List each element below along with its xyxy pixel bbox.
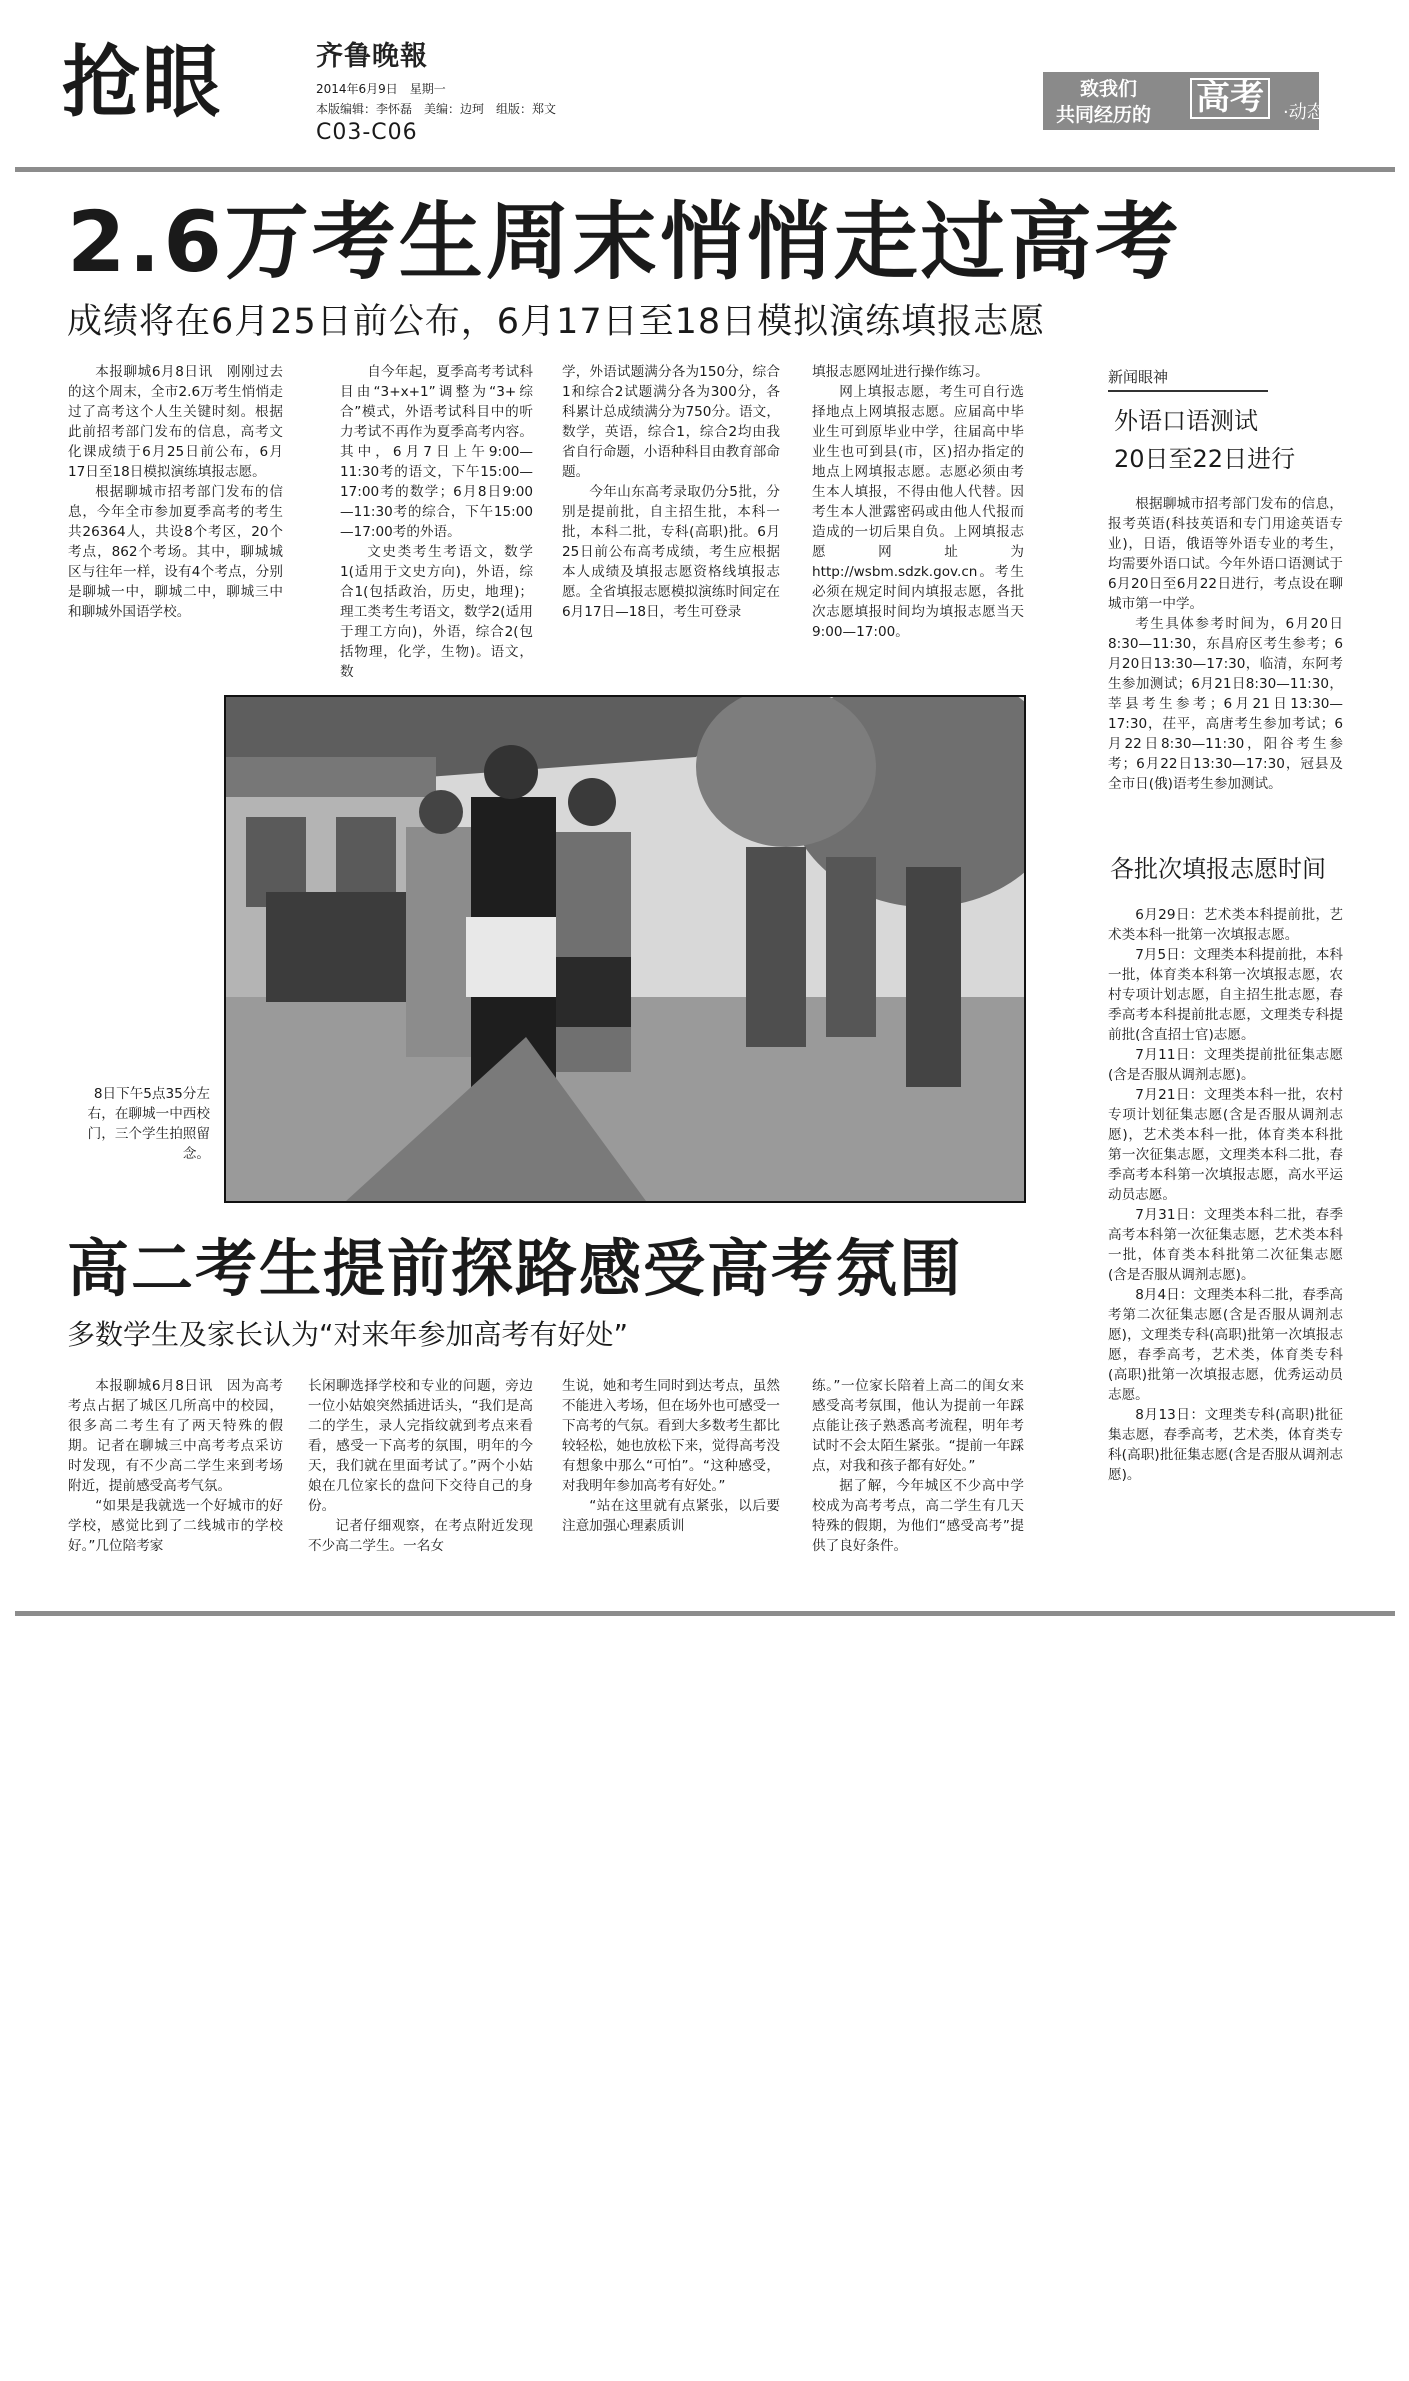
issue-date: 2014年6月9日 星期一 bbox=[316, 82, 446, 96]
paragraph-continued: 填报志愿网址进行操作练习。 bbox=[812, 364, 989, 380]
page-range: C03-C06 bbox=[316, 120, 418, 145]
paragraph: 文史类考生考语文，数学1(适用于文史方向)，外语，综合1(包括政治，历史，地理)；理工类考生考语文，数学2(适用于理工方向)，外语，综合2(包括物理，化学，生物)。语文，数 bbox=[340, 544, 533, 680]
paragraph-continued: 生说，她和考生同时到达考点，虽然不能进入考场，但在场外也可感受一下高考的气氛。看到大多数考生都比较轻松，她也放松下来，觉得高考没有想象中那么“可怕”。“这种感受，对我明年参加高考有好处。” bbox=[562, 1378, 780, 1494]
schedule-item: 7月31日：文理类本科二批，春季高考本科第一次征集志愿，艺术类本科一批，体育类本科批第二次征集志愿(含是否服从调剂志愿)。 bbox=[1108, 1207, 1343, 1283]
secondary-headline: 高二考生提前探路感受高考氛围 bbox=[67, 1232, 964, 1305]
paragraph: 本报聊城6月8日讯 刚刚过去的这个周末，全市2.6万考生悄悄走过了高考这个人生关键时刻。根据此前招考部门发布的信息，高考文化课成绩于6月25日前公布，6月17日至18日模拟演练填报志愿。 bbox=[68, 364, 283, 480]
main-headline: 2.6万考生周末悄悄走过高考 bbox=[67, 193, 1182, 291]
column-brand-line1: 致我们 bbox=[1080, 78, 1138, 100]
paragraph: “如果是我就选一个好城市的好学校，感觉比到了二线城市的学校好。”几位陪考家 bbox=[68, 1498, 283, 1554]
paragraph: 根据聊城市招考部门发布的信息，报考英语(科技英语和专门用途英语专业)，日语，俄语等外语专业的考生，均需要外语口试。今年外语口语测试于6月20日至6月22日进行，考点设在聊城市第一中学。 bbox=[1108, 496, 1343, 612]
paragraph: 记者仔细观察，在考点附近发现不少高二学生。一名女 bbox=[308, 1518, 533, 1554]
column-brand-tag: ·动态 bbox=[1283, 102, 1325, 123]
sidebar-headline-1: 外语口语测试 bbox=[1114, 407, 1258, 435]
issue-staff: 本版编辑：李怀磊 美编：边珂 组版：郑文 bbox=[316, 102, 557, 116]
article1-column-4 bbox=[812, 362, 1024, 642]
article2-column-4 bbox=[812, 1376, 1024, 1556]
paragraph: 自今年起，夏季高考考试科目由“3+x+1”调整为“3+综合”模式，外语考试科目中的听力考试不再作为夏季高考内容。其中，6月7日上午9:00—11:30考的语文，下午15:00—17:00考的数学；6月8日9:00—11:30考的综合，下午15:00—17:00考的外语。 bbox=[340, 364, 533, 540]
paragraph: 网上填报志愿，考生可自行选择地点上网填报志愿。应届高中毕业生可到原毕业中学，往届高中毕业生也可到县(市，区)招办指定的地点上网填报志愿。志愿必须由考生本人填报，不得由他人代替。因考生本人泄露密码或由他人代报而造成的一切后果自负。上网填报志愿网址为http://wsbm.sdzk.gov.cn。考生必须在规定时间内填报志愿，各批次志愿填报时间均为填报志愿当天9:00—17:00。 bbox=[812, 384, 1024, 640]
sidebar-tag: 新闻眼神 bbox=[1108, 366, 1268, 392]
paragraph: 据了解，今年城区不少高中学校成为高考考点，高二学生有几天特殊的假期，为他们“感受高考”提供了良好条件。 bbox=[812, 1478, 1024, 1554]
schedule-item: 7月21日：文理类本科一批，农村专项计划征集志愿(含是否服从调剂志愿)，艺术类本科一批，体育类本科批第一次征集志愿，文理类本科二批，春季高考本科第一次填报志愿，高水平运动员志愿。 bbox=[1108, 1087, 1343, 1203]
top-divider bbox=[15, 167, 1395, 172]
paragraph: 今年山东高考录取仍分5批，分别是提前批，自主招生批，本科一批，本科二批，专科(高职)批。6月25日前公布高考成绩，考生应根据本人成绩及填报志愿资格线填报志愿。全省填报志愿模拟演练时间定在6月17日—18日，考生可登录 bbox=[562, 484, 780, 620]
paragraph-continued: 练。”一位家长陪着上高二的闺女来感受高考氛围，他认为提前一年踩点能让孩子熟悉高考流程，明年考试时不会太陌生紧张。“提前一年踩点，对我和孩子都有好处。” bbox=[812, 1378, 1024, 1474]
article2-column-3 bbox=[562, 1376, 780, 1536]
secondary-subheadline: 多数学生及家长认为“对来年参加高考有好处” bbox=[67, 1318, 629, 1351]
paragraph: 考生具体参考时间为，6月20日8:30—11:30，东昌府区考生参考；6月20日13:30—17:30，临清，东阿考生参加测试；6月21日8:30—11:30，莘县考生参考；6月21日13:30—17:30，茌平，高唐考生参加考试；6月22日8:30—11:30，阳谷考生参考；6月22日13:30—17:30，冠县及全市日(俄)语考生参加测试。 bbox=[1108, 616, 1343, 792]
article1-column-3 bbox=[562, 362, 780, 622]
schedule-item: 6月29日：艺术类本科提前批，艺术类本科一批第一次填报志愿。 bbox=[1108, 907, 1343, 943]
article2-column-1 bbox=[68, 1376, 283, 1556]
main-subheadline: 成绩将在6月25日前公布，6月17日至18日模拟演练填报志愿 bbox=[67, 302, 1046, 342]
schedule-item: 8月13日：文理类专科(高职)批征集志愿，春季高考，艺术类，体育类专科(高职)批征集志愿(含是否服从调剂志愿)。 bbox=[1108, 1407, 1343, 1483]
sidebar-headline-1-line2: 20日至22日进行 bbox=[1114, 445, 1296, 473]
schedule-item: 7月11日：文理类提前批征集志愿(含是否服从调剂志愿)。 bbox=[1108, 1047, 1343, 1083]
paragraph: 本报聊城6月8日讯 因为高考考点占据了城区几所高中的校园，很多高二考生有了两天特殊的假期。记者在聊城三中高考考点采访时发现，有不少高二学生来到考场附近，提前感受高考气氛。 bbox=[68, 1378, 283, 1494]
sidebar-article-2 bbox=[1108, 905, 1343, 1485]
news-photo bbox=[224, 695, 1026, 1203]
paragraph-continued: 学，外语试题满分各为150分，综合1和综合2试题满分各为300分，各科累计总成绩满分为750分。语文，数学，英语，综合1，综合2均由我省自行命题，小语种科目由教育部命题。 bbox=[562, 364, 780, 480]
photo-caption: 8日下午5点35分左右，在聊城一中西校门，三个学生拍照留念。 bbox=[87, 1086, 210, 1162]
column-brand-keyword: 高考 bbox=[1190, 78, 1270, 119]
schedule-item: 8月4日：文理类本科二批，春季高考第二次征集志愿(含是否服从调剂志愿)，文理类专科(高职)批第一次填报志愿，春季高考，艺术类，体育类专科(高职)批第一次填报志愿，优秀运动员志愿。 bbox=[1108, 1287, 1343, 1403]
schedule-item: 7月5日：文理类本科提前批，本科一批，体育类本科第一次填报志愿，农村专项计划志愿，自主招生批志愿，春季高考本科提前批志愿，文理类专科提前批(含直招士官)志愿。 bbox=[1108, 947, 1343, 1043]
sidebar-article-1 bbox=[1108, 494, 1343, 794]
paragraph: “站在这里就有点紧张，以后要注意加强心理素质训 bbox=[562, 1498, 780, 1534]
photo-illustration bbox=[226, 697, 1024, 1201]
paragraph-continued: 长闲聊选择学校和专业的问题，旁边一位小姑娘突然插进话头，“我们是高二的学生，录人完指纹就到考点来看看，感受一下高考的氛围，明年的今天，我们就在里面考试了。”两个小姑娘在几位家长的盘问下交待自己的身份。 bbox=[308, 1378, 533, 1514]
column-brand-line2: 共同经历的 bbox=[1056, 104, 1152, 126]
paragraph: 根据聊城市招考部门发布的信息，今年全市参加夏季高考的考生共26364人，共设8个考区，20个考点，862个考场。其中，聊城城区与往年一样，设有4个考点，分别是聊城一中，聊城二中，聊城三中和聊城外国语学校。 bbox=[68, 484, 283, 620]
sidebar-headline-2: 各批次填报志愿时间 bbox=[1110, 855, 1326, 883]
article2-column-2 bbox=[308, 1376, 533, 1556]
article1-column-1 bbox=[68, 362, 283, 622]
bottom-divider bbox=[15, 1611, 1395, 1616]
article1-column-2 bbox=[340, 362, 533, 682]
newspaper-logo: 齐鲁晚報 bbox=[316, 41, 428, 72]
section-name: 抢眼 bbox=[62, 37, 223, 128]
